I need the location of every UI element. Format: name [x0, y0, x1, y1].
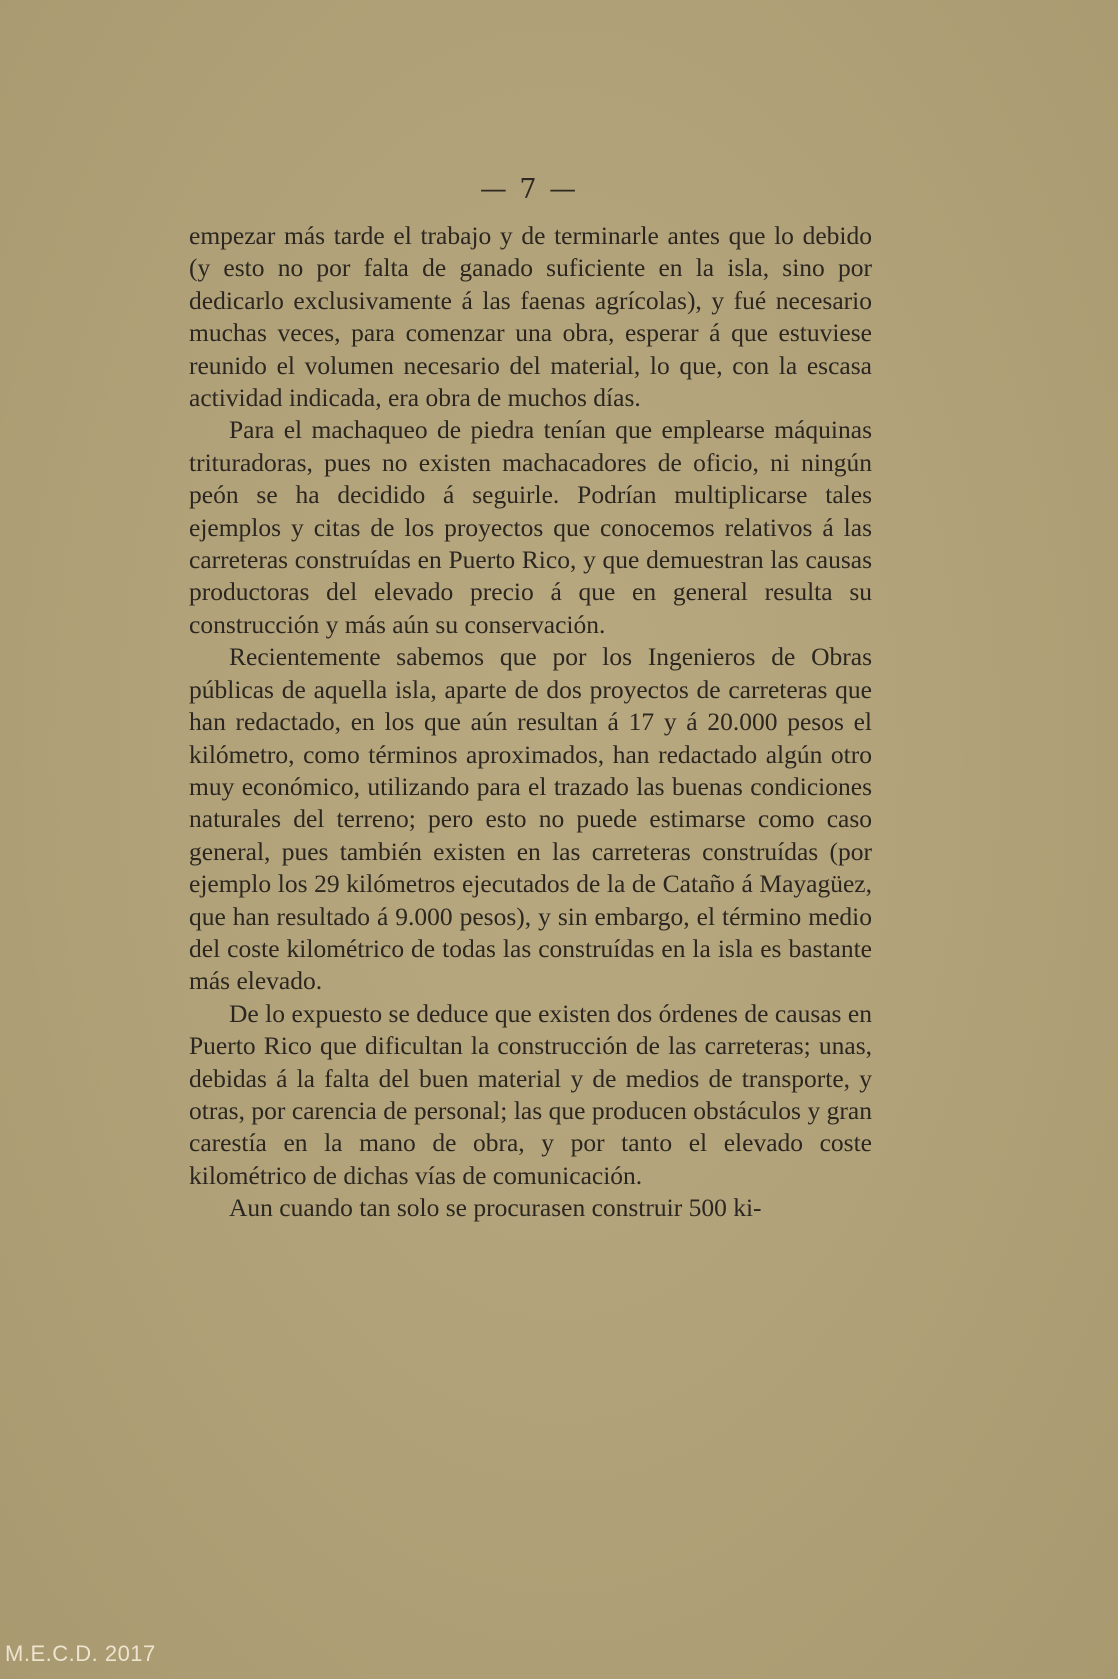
paragraph-1: empezar más tarde el trabajo y de terminarle antes que lo debido (y esto no por falta de ganado suficiente en la isla, sino por dedicarlo exclusivamente á las faenas agrícolas), y fué necesario muchas veces, para comenzar una obra, esperar á que estuviese reunido el volumen necesario del material, lo que, con la escasa actividad indicada, era obra de muchos días.: [189, 221, 872, 413]
paragraph-2: Para el machaqueo de piedra tenían que emplearse máquinas trituradoras, pues no existen machacadores de oficio, ni ningún peón se ha decidido á seguirle. Podrían multiplicarse tales ejemplos y citas de los proyectos que conocemos relativos á las carreteras construídas en Puerto Rico, y que demuestran las causas productoras del elevado precio á que en general resulta su construcción y más aún su conservación.: [189, 415, 872, 639]
page-number: — 7 —: [479, 174, 579, 205]
body-text: [189, 220, 872, 1225]
paragraph-5: Aun cuando tan solo se procurasen construir 500 ki-: [229, 1193, 762, 1223]
paragraph-4: De lo expuesto se deduce que existen dos órdenes de causas en Puerto Rico que dificultan la construcción de las carreteras; unas, debidas á la falta del buen material y de medios de transporte, y otras, por carencia de personal; las que producen obstáculos y gran carestía en la mano de obra, y por tanto el elevado coste kilométrico de dichas vías de comunicación.: [189, 998, 872, 1190]
watermark: M.E.C.D. 2017: [5, 1641, 156, 1666]
paragraph-3: Recientemente sabemos que por los Ingenieros de Obras públicas de aquella isla, aparte de dos proyectos de carreteras que han redactado, en los que aún resultan á 17 y á 20.000 pesos el kilómetro, como términos aproximados, han redactado algún otro muy económico, utilizando para el trazado las buenas condiciones naturales del terreno; pero esto no puede estimarse como caso general, pues también existen en las carreteras construídas (por ejemplo los 29 kilómetros ejecutados de la de Cataño á Mayagüez, que han resultado á 9.000 pesos), y sin embargo, el término medio del coste kilométrico de todas las construídas en la isla es bastante más elevado.: [189, 642, 872, 996]
